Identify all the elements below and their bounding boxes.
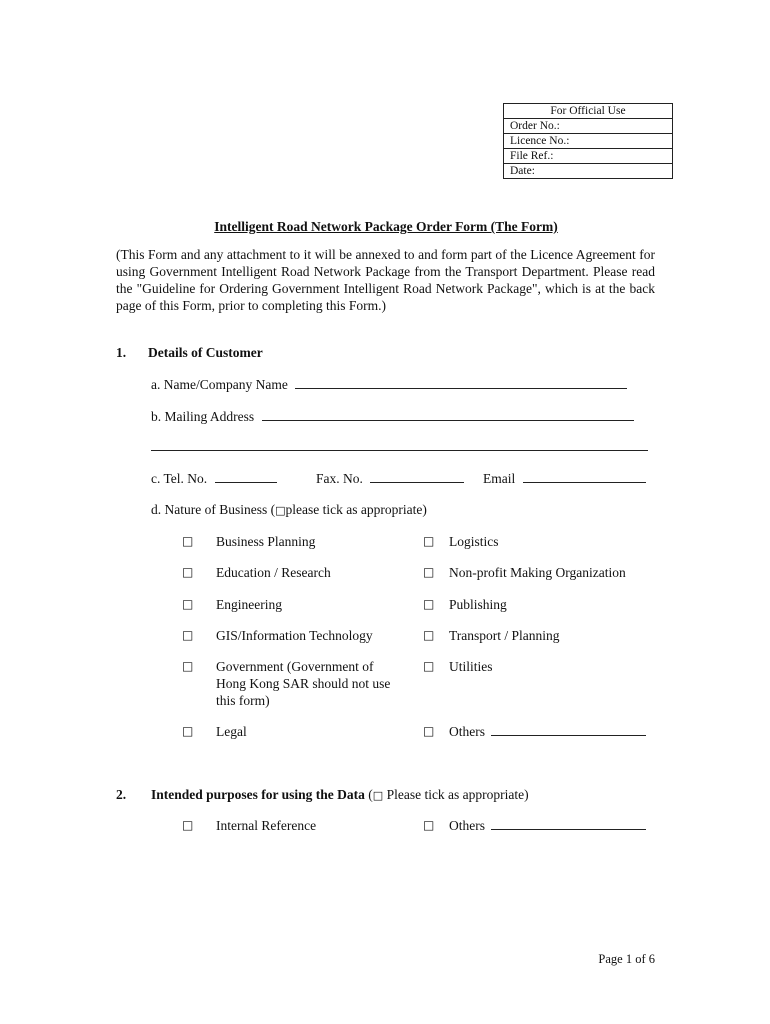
checkbox-government[interactable]: □ [182,659,194,673]
email-input-line[interactable] [523,470,646,483]
checkbox-engineering[interactable]: □ [182,597,194,611]
official-use-title: For Official Use [504,104,673,119]
tick-note-prefix: ( [368,787,373,802]
option-business-planning: Business Planning [216,534,316,549]
page-number: Page 1 of 6 [598,952,655,966]
option-engineering: Engineering [216,597,282,612]
address-row-2 [151,438,648,455]
section-2-title-row [151,787,529,803]
form-intro: (This Form and any attachment to it will be annexed to and form part of the Licence Agreement for using Government Intelligent Road Network Package from the Transport Department. Please read the "Guideline for Ordering Government Intelligent Road Network Package", which is at the back page of this Form, prior to completing this Form.) [116,247,655,313]
checkbox-non-profit[interactable]: □ [423,565,435,579]
address-label: b. Mailing Address [151,409,255,424]
nature-of-business-label [151,502,427,518]
file-ref-field: File Ref.: [504,149,673,164]
others-purpose-row [449,817,646,834]
tel-row [151,470,277,487]
checkbox-glyph: □ [275,504,286,517]
checkbox-legal[interactable]: □ [182,724,194,738]
option-publishing: Publishing [449,597,507,612]
checkbox-logistics[interactable]: □ [423,534,435,548]
others-business-input-line[interactable] [491,723,646,736]
checkbox-publishing[interactable]: □ [423,597,435,611]
checkbox-others-purpose[interactable]: □ [423,818,435,832]
official-use-table [503,103,673,179]
address-row [151,408,634,425]
section-1-title: Details of Customer [148,345,263,360]
option-others-purpose: Others [449,818,485,833]
fax-input-line[interactable] [370,470,464,483]
date-field: Date: [504,164,673,179]
section-2-title: Intended purposes for using the Data [151,787,365,802]
option-utilities: Utilities [449,659,493,674]
section-2-number: 2. [116,787,127,802]
others-business-row [449,723,646,740]
name-input-line[interactable] [295,376,627,389]
tel-input-line[interactable] [215,470,277,483]
nature-label-prefix: d. Nature of Business ( [151,502,276,517]
section-1-number: 1. [116,345,127,360]
order-no-field: Order No.: [504,119,673,134]
email-row [483,470,646,487]
tel-label: c. Tel. No. [151,471,208,486]
others-purpose-input-line[interactable] [491,817,646,830]
option-transport-planning: Transport / Planning [449,628,560,643]
checkbox-internal-reference[interactable]: □ [182,818,194,832]
address-input-line[interactable] [262,408,634,421]
licence-no-field: Licence No.: [504,134,673,149]
nature-label-suffix: please tick as appropriate) [285,502,427,517]
option-government: Government (Government of Hong Kong SAR should not use this form) [216,659,391,708]
form-title: Intelligent Road Network Package Order Form (The Form) [214,219,558,234]
checkbox-utilities[interactable]: □ [423,659,435,673]
checkbox-business-planning[interactable]: □ [182,534,194,548]
option-logistics: Logistics [449,534,499,549]
fax-row [316,470,464,487]
name-label: a. Name/Company Name [151,377,288,392]
option-legal: Legal [216,724,247,739]
checkbox-gis-it[interactable]: □ [182,628,194,642]
tick-note-suffix: Please tick as appropriate) [383,787,529,802]
email-label: Email [483,471,516,486]
checkbox-education-research[interactable]: □ [182,565,194,579]
fax-label: Fax. No. [316,471,363,486]
name-row [151,376,627,393]
option-gis-it: GIS/Information Technology [216,628,373,643]
option-non-profit: Non-profit Making Organization [449,565,626,580]
option-internal-reference: Internal Reference [216,818,317,833]
checkbox-others-business[interactable]: □ [423,724,435,738]
checkbox-glyph-2: □ [372,789,384,802]
option-others-business: Others [449,724,485,739]
address-input-line-2[interactable] [151,438,648,451]
checkbox-transport-planning[interactable]: □ [423,628,435,642]
option-education-research: Education / Research [216,565,331,580]
